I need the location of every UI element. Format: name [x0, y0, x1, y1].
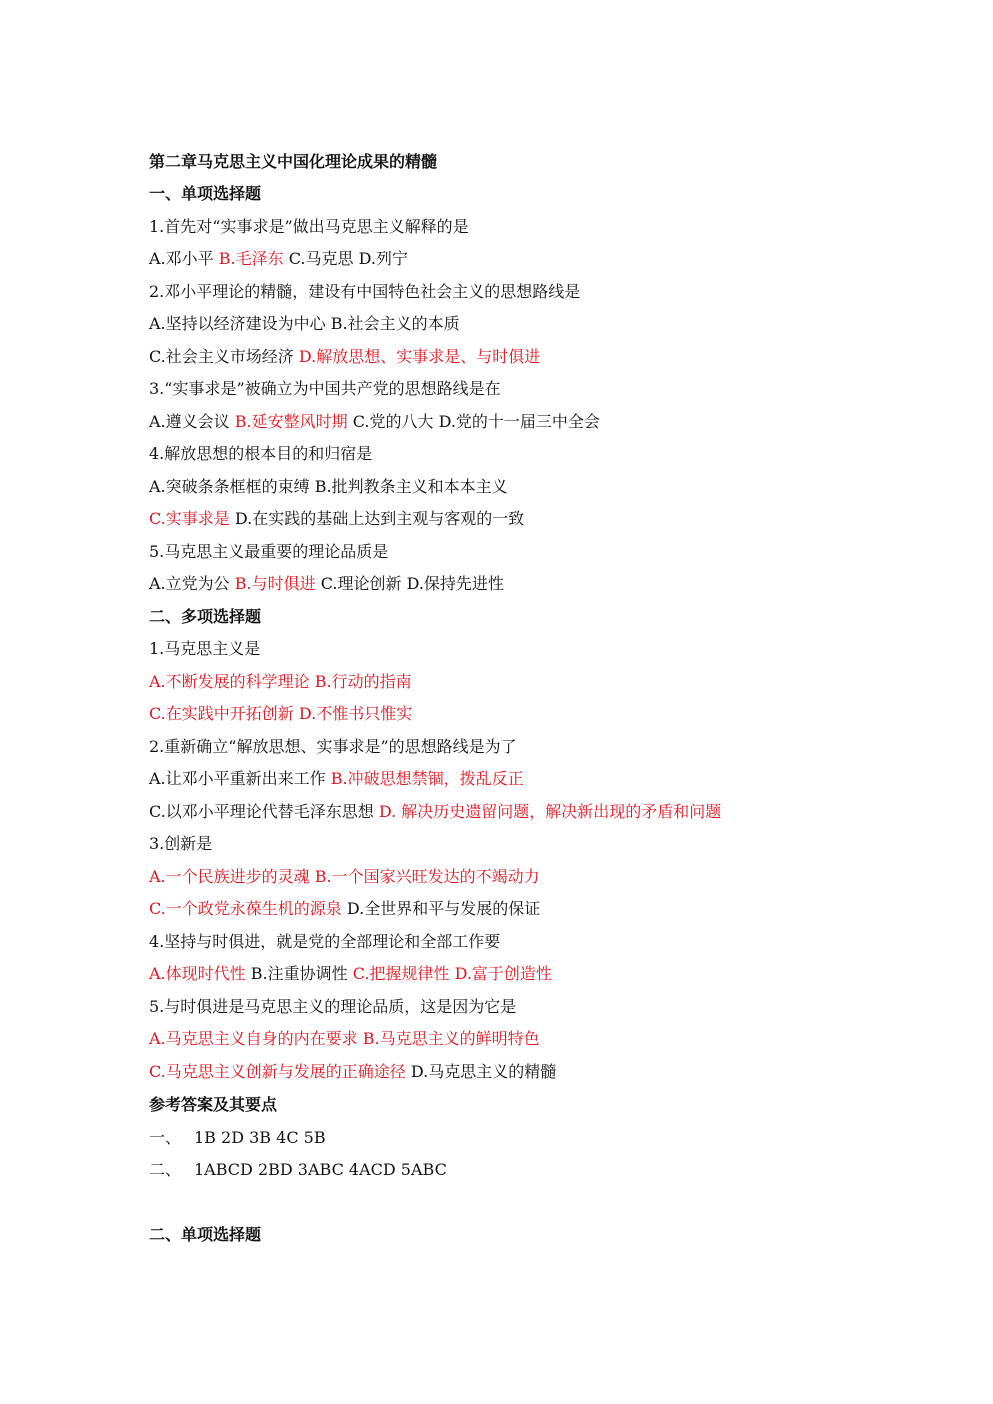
option-correct: B.与时俱进: [234, 574, 316, 593]
option: B.社会主义的本质: [330, 314, 460, 333]
question-stem: 4.解放思想的根本目的和归宿是: [149, 444, 373, 463]
answer-key-line: [149, 1157, 447, 1183]
option: A.遵义会议: [149, 412, 230, 431]
option: C.理论创新: [320, 574, 402, 593]
option-correct: B.马克思主义的鲜明特色: [362, 1029, 540, 1048]
option: D.党的十一届三中全会: [438, 412, 600, 431]
question-stem: 3.创新是: [149, 834, 213, 853]
options-line: [149, 1026, 540, 1052]
option: D.列宁: [358, 249, 408, 268]
options-line: [149, 799, 721, 825]
options-line: [149, 344, 540, 370]
option: B.注重协调性: [250, 964, 348, 983]
question-stem: 3.“实事求是”被确立为中国共产党的思想路线是在: [149, 379, 501, 398]
question-stem: 1.马克思主义是: [149, 639, 261, 658]
answer-values: 1ABCD 2BD 3ABC 4ACD 5ABC: [194, 1160, 447, 1179]
options-line: [149, 961, 552, 987]
option-correct: C.一个政党永葆生机的源泉: [149, 899, 342, 918]
question-stem: 2.邓小平理论的精髓，建设有中国特色社会主义的思想路线是: [149, 282, 581, 301]
option-correct: B.一个国家兴旺发达的不竭动力: [314, 867, 540, 886]
options-line: [149, 766, 524, 792]
options-line: [149, 669, 412, 695]
options-line: [149, 701, 412, 727]
options-line: [149, 571, 504, 597]
option-correct: C.实事求是: [149, 509, 230, 528]
section-heading-single-choice: 一、单项选择题: [149, 184, 262, 203]
question-stem: 2.重新确立“解放思想、实事求是”的思想路线是为了: [149, 737, 517, 756]
question-stem: 5.马克思主义最重要的理论品质是: [149, 542, 389, 561]
answer-section-number: 一、: [149, 1128, 182, 1147]
option-correct: A.体现时代性: [149, 964, 246, 983]
option-correct: B.行动的指南: [314, 672, 412, 691]
option: D.全世界和平与发展的保证: [346, 899, 541, 918]
option-correct: A.不断发展的科学理论: [149, 672, 310, 691]
options-line: [149, 409, 600, 435]
options-line: [149, 246, 408, 272]
options-line: [149, 474, 508, 500]
option-correct: A.一个民族进步的灵魂: [149, 867, 310, 886]
option-correct: D.不惟书只惟实: [298, 704, 413, 723]
option-correct: C.马克思主义创新与发展的正确途径: [149, 1062, 406, 1081]
answer-key-heading: 参考答案及其要点: [149, 1095, 278, 1114]
option: A.让邓小平重新出来工作: [149, 769, 326, 788]
question-stem: 4.坚持与时俱进，就是党的全部理论和全部工作要: [149, 932, 501, 951]
option-correct: D.富于创造性: [454, 964, 552, 983]
option-correct: C.在实践中开拓创新: [149, 704, 294, 723]
answer-section-number: 二、: [149, 1160, 182, 1179]
chapter-title: 第二章马克思主义中国化理论成果的精髓: [149, 152, 438, 171]
option: A.邓小平: [149, 249, 214, 268]
option-correct: D. 解决历史遗留问题，解决新出现的矛盾和问题: [378, 802, 722, 821]
option: A.突破条条框框的束缚: [149, 477, 310, 496]
options-line: [149, 1059, 556, 1085]
option: D.在实践的基础上达到主观与客观的一致: [234, 509, 525, 528]
option: C.以邓小平理论代替毛泽东思想: [149, 802, 374, 821]
option: A.立党为公: [149, 574, 230, 593]
option-correct: B.冲破思想禁锢，拨乱反正: [330, 769, 524, 788]
options-line: [149, 311, 460, 337]
option-correct: A.马克思主义自身的内在要求: [149, 1029, 358, 1048]
section-heading-multiple-choice: 二、多项选择题: [149, 607, 262, 626]
option-correct: D.解放思想、实事求是、与时俱进: [298, 347, 541, 366]
section-heading-single-choice-2: 二、单项选择题: [149, 1225, 262, 1244]
options-line: [149, 506, 524, 532]
option: C.社会主义市场经济: [149, 347, 294, 366]
option: C.党的八大: [352, 412, 434, 431]
option: B.批判教条主义和本本主义: [314, 477, 508, 496]
question-stem: 5.与时俱进是马克思主义的理论品质，这是因为它是: [149, 997, 517, 1016]
option-correct: B.延安整风时期: [234, 412, 348, 431]
options-line: [149, 896, 540, 922]
option-correct: B.毛泽东: [218, 249, 284, 268]
option: D.保持先进性: [406, 574, 504, 593]
question-stem: 1.首先对“实事求是”做出马克思主义解释的是: [149, 217, 469, 236]
option: D.马克思主义的精髓: [410, 1062, 557, 1081]
answer-values: 1B 2D 3B 4C 5B: [194, 1128, 326, 1147]
answer-key-line: [149, 1125, 326, 1151]
option: A.坚持以经济建设为中心: [149, 314, 326, 333]
options-line: [149, 864, 540, 890]
option: C.马克思: [288, 249, 354, 268]
option-correct: C.把握规律性: [352, 964, 450, 983]
